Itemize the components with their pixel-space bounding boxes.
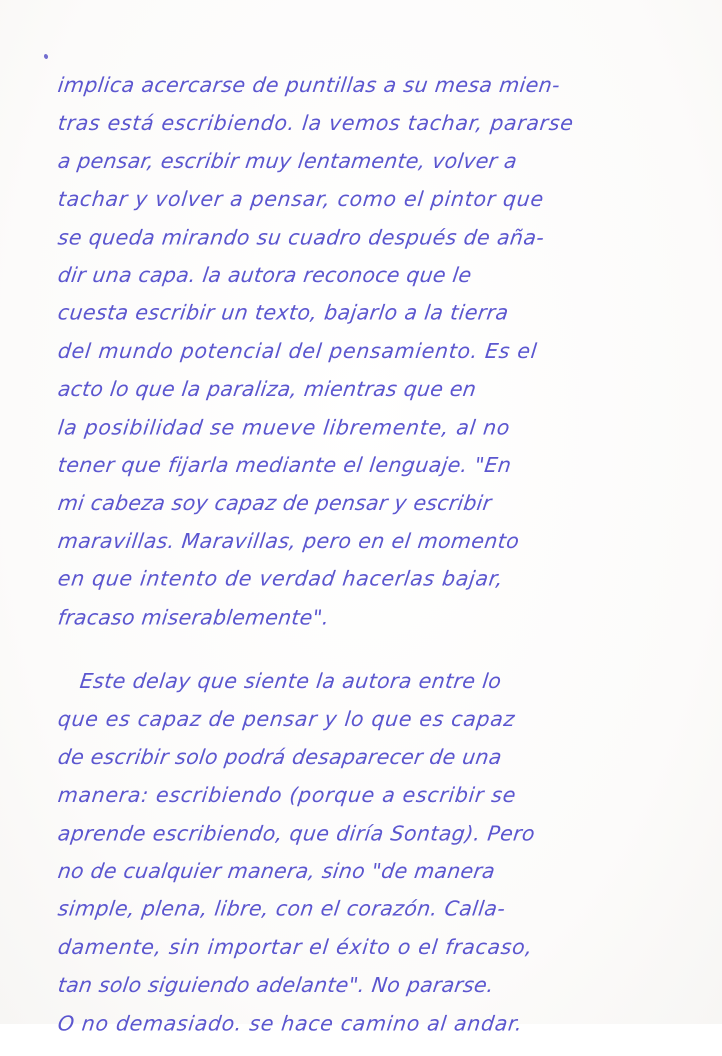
text-line: en que intento de verdad hacerlas bajar, xyxy=(56,566,505,591)
text-line: dir una capa. la autora reconoce que le xyxy=(56,263,474,287)
text-line: implica acercarse de puntillas a su mesa mien- xyxy=(56,73,562,97)
text-line: mi cabeza soy capaz de pensar y escribir xyxy=(56,491,494,515)
text-line: a pensar, escribir muy lentamente, volver a xyxy=(56,149,519,173)
text-line: que es capaz de pensar y lo que es capaz xyxy=(56,707,517,731)
text-line: manera: escribiendo (porque a escribir se xyxy=(56,783,518,807)
paragraph-1 xyxy=(58,66,678,636)
text-line: O no demasiado. se hace camino al andar. xyxy=(56,1011,525,1036)
paragraph-2 xyxy=(58,662,678,1042)
text-line: maravillas. Maravillas, pero en el momento xyxy=(56,529,521,553)
text-line: damente, sin importar el éxito o el fracaso, xyxy=(56,935,535,959)
text-line: tachar y volver a pensar, como el pintor que xyxy=(56,187,546,211)
text-line: Este delay que siente la autora entre lo xyxy=(78,669,503,693)
text-line: del mundo potencial del pensamiento. Es el xyxy=(56,339,539,363)
text-line: de escribir solo podrá desaparecer de una xyxy=(56,745,504,769)
text-line: tan solo siguiendo adelante". No pararse. xyxy=(56,973,496,997)
text-line: simple, plena, libre, con el corazón. Calla- xyxy=(56,896,507,921)
handwritten-text-block xyxy=(58,66,678,1056)
stray-ink-mark xyxy=(43,53,48,59)
text-line: la posibilidad se mueve libremente, al no xyxy=(56,415,512,440)
text-line: acto lo que la paraliza, mientras que en xyxy=(56,377,478,401)
text-line: tener que fijarla mediante el lenguaje. "En xyxy=(56,453,513,477)
text-line: se queda mirando su cuadro después de aña- xyxy=(56,225,546,250)
text-line: aprende escribiendo, que diría Sontag). Pero xyxy=(56,821,537,846)
text-line: no de cualquier manera, sino "de manera xyxy=(56,859,497,883)
text-line: tras está escribiendo. la vemos tachar, pararse xyxy=(56,111,575,135)
text-line: fracaso miserablemente". xyxy=(56,605,331,630)
text-line: cuesta escribir un texto, bajarlo a la tierra xyxy=(56,300,511,325)
